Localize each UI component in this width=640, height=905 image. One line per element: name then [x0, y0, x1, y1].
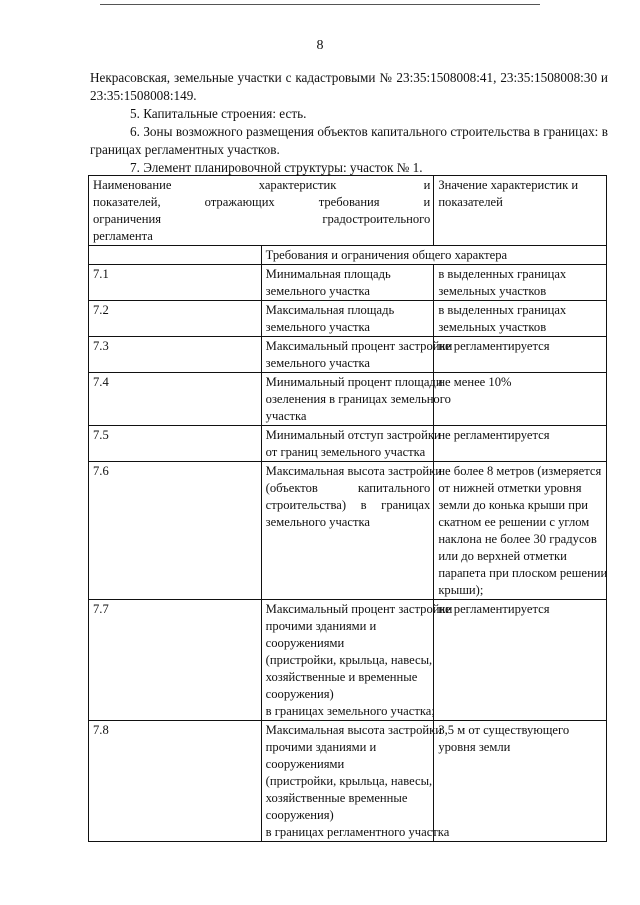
characteristic-value-line: скатном ее решении с углом: [438, 515, 590, 529]
characteristic-name-line: Минимальный отступ застройки: [265, 428, 441, 442]
section-row: [89, 246, 607, 265]
row-number: 7.7: [89, 600, 262, 721]
characteristic-value-line: не регламентируется: [438, 339, 550, 353]
intro-paragraph-3: 6. Зоны возможного размещения объектов капитального строительства в границах: в границах регламентных участков.: [90, 124, 608, 157]
characteristic-value-line: земельных участков: [438, 284, 547, 298]
characteristic-value-line: в выделенных границах: [438, 267, 567, 281]
table-row: [89, 426, 607, 462]
row-number: 7.3: [89, 337, 262, 373]
characteristic-name-line: (пристройки, крыльца, навесы,: [265, 774, 433, 788]
characteristic-name-line: сооружения): [265, 808, 334, 822]
characteristic-name-line: Максимальная высота застройки: [265, 464, 442, 478]
table-row: [89, 265, 607, 301]
regulation-table: [88, 175, 607, 842]
characteristic-name-line: земельного участка: [265, 320, 370, 334]
header-name-line: Наименование характеристик и: [93, 178, 431, 192]
characteristic-name-line: сооружениями: [265, 636, 345, 650]
header-name-line: ограничения градостроительного: [93, 212, 431, 226]
characteristic-value: [434, 600, 607, 721]
characteristic-value-line: или до верхней отметки: [438, 549, 567, 563]
characteristic-value-line: не регламентируется: [438, 428, 550, 442]
characteristic-value-line: земельных участков: [438, 320, 547, 334]
header-value-cell: [434, 176, 607, 246]
table-row: [89, 600, 607, 721]
characteristic-value-line: наклона не более 30 градусов: [438, 532, 597, 546]
section-title: Требования и ограничения общего характера: [261, 246, 606, 265]
characteristic-value-line: не менее 10%: [438, 375, 512, 389]
characteristic-value: [434, 462, 607, 600]
characteristic-name-line: Минимальный процент площади: [265, 375, 443, 389]
characteristic-value-line: не регламентируется: [438, 602, 550, 616]
characteristic-value-line: в выделенных границах: [438, 303, 567, 317]
row-number: 7.5: [89, 426, 262, 462]
characteristic-name-line: сооружениями: [265, 757, 345, 771]
characteristic-value: [434, 301, 607, 337]
characteristic-value-line: 3,5 м от существующего: [438, 723, 570, 737]
header-name-line: показателей, отражающих требования и: [93, 195, 431, 209]
characteristic-name: [261, 600, 453, 721]
characteristic-name-line: участка: [265, 409, 307, 423]
characteristic-name: [261, 301, 434, 337]
characteristic-name-line: земельного участка: [265, 515, 370, 529]
characteristic-name-line: строительства) в границах: [265, 498, 431, 512]
header-name-cell: [89, 176, 434, 246]
header-value-line: Значение характеристик и: [438, 178, 579, 192]
table-header-row: [89, 176, 607, 246]
characteristic-name-line: в границах земельного участка;: [265, 704, 435, 718]
table-row: [89, 337, 607, 373]
characteristic-name: [261, 265, 434, 301]
page-number: 8: [316, 38, 324, 53]
characteristic-name-line: прочими зданиями и: [265, 619, 377, 633]
characteristic-name-line: Максимальная площадь: [265, 303, 395, 317]
characteristic-value: [434, 265, 607, 301]
characteristic-value-line: парапета при плоском решении: [438, 566, 608, 580]
characteristic-value: [434, 426, 607, 462]
row-number: 7.6: [89, 462, 262, 600]
characteristic-name-line: озеленения в границах земельного: [265, 392, 451, 406]
characteristic-name: [261, 373, 451, 426]
characteristic-name-line: земельного участка: [265, 356, 370, 370]
characteristic-name: [261, 721, 450, 842]
characteristic-name: [261, 462, 442, 600]
table-row: [89, 301, 607, 337]
header-value-line: показателей: [438, 195, 503, 209]
table-body: [89, 265, 607, 842]
characteristic-value: [434, 373, 607, 426]
characteristic-name-line: в границах регламентного участка: [265, 825, 450, 839]
section-num-cell: [89, 246, 262, 265]
header-name-line: регламента: [93, 229, 153, 243]
table-row: [89, 373, 607, 426]
characteristic-name-line: Максимальная высота застройки: [265, 723, 442, 737]
characteristic-value: [434, 721, 607, 842]
characteristic-name-line: Максимальный процент застройки: [265, 602, 453, 616]
characteristic-name-line: хозяйственные и временные: [265, 670, 418, 684]
characteristic-name-line: (объектов капитального: [265, 481, 431, 495]
characteristic-name-line: земельного участка: [265, 284, 370, 298]
table-row: [89, 462, 607, 600]
characteristic-value-line: не более 8 метров (измеряется: [438, 464, 602, 478]
characteristic-name: [261, 426, 441, 462]
characteristic-value-line: от нижней отметки уровня: [438, 481, 582, 495]
row-number: 7.2: [89, 301, 262, 337]
characteristic-value: [434, 337, 607, 373]
row-number: 7.1: [89, 265, 262, 301]
characteristic-name-line: Максимальный процент застройки: [265, 339, 453, 353]
row-number: 7.8: [89, 721, 262, 842]
characteristic-name-line: Минимальная площадь: [265, 267, 391, 281]
top-rule: [100, 4, 540, 5]
characteristic-name-line: (пристройки, крыльца, навесы,: [265, 653, 433, 667]
characteristic-value-line: земли до конька крыши при: [438, 498, 589, 512]
characteristic-name-line: от границ земельного участка: [265, 445, 426, 459]
row-number: 7.4: [89, 373, 262, 426]
intro-paragraph-1: Некрасовская, земельные участки с кадастровыми № 23:35:1508008:41, 23:35:1508008:30 и 23:35:1508008:149.: [90, 70, 608, 103]
characteristic-value-line: уровня земли: [438, 740, 511, 754]
characteristic-name-line: хозяйственные временные: [265, 791, 408, 805]
intro-paragraph-4: 7. Элемент планировочной структуры: участок № 1.: [130, 160, 423, 175]
characteristic-name-line: сооружения): [265, 687, 334, 701]
characteristic-value-line: крыши);: [438, 583, 484, 597]
table-row: [89, 721, 607, 842]
characteristic-name: [261, 337, 453, 373]
characteristic-name-line: прочими зданиями и: [265, 740, 377, 754]
intro-paragraph-2: 5. Капитальные строения: есть.: [130, 106, 307, 121]
